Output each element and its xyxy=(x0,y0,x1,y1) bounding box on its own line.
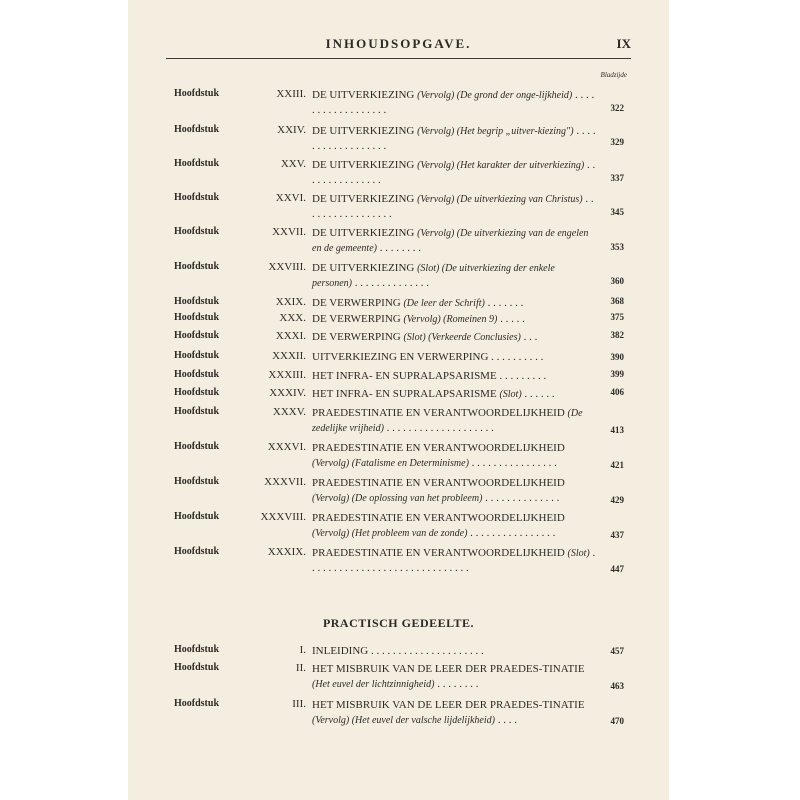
chapter-page-number: 421 xyxy=(610,460,624,470)
chapter-label: Hoofdstuk xyxy=(174,662,220,673)
chapter-number: XXXI. xyxy=(275,330,306,342)
chapter-label: Hoofdstuk xyxy=(174,261,220,272)
chapter-page-number: 437 xyxy=(610,530,624,540)
dot-leader: . . . . . . . . . . . . . . . . . . xyxy=(312,125,596,152)
chapter-title xyxy=(312,124,596,154)
chapter-label: Hoofdstuk xyxy=(174,350,220,361)
chapter-page-number: 470 xyxy=(610,716,624,726)
chapter-label: Hoofdstuk xyxy=(174,124,220,135)
chapter-label: Hoofdstuk xyxy=(174,192,220,203)
chapter-title xyxy=(312,88,596,118)
chapter-title xyxy=(312,441,596,471)
chapter-main-title: DE VERWERPING xyxy=(312,297,401,309)
chapter-main-title: DE UITVERKIEZING xyxy=(312,159,415,171)
chapter-title xyxy=(312,644,596,659)
dot-leader: . . . . . . . . xyxy=(376,242,421,254)
chapter-title xyxy=(312,192,596,222)
dot-leader: . . . . xyxy=(494,714,517,726)
chapter-title xyxy=(312,406,596,436)
chapter-page-number: 375 xyxy=(610,312,624,322)
chapter-main-title: PRAEDESTINATIE EN VERANTWOORDELIJKHEID xyxy=(312,407,565,419)
dot-leader: . . . . . . . . . . . . . . . . xyxy=(467,527,556,539)
chapter-label: Hoofdstuk xyxy=(174,158,220,169)
chapter-page-number: 457 xyxy=(610,646,624,656)
chapter-subtitle: (Slot) (De uitverkiezing der enkele personen) xyxy=(312,263,555,289)
chapter-main-title: DE VERWERPING xyxy=(312,331,401,343)
chapter-subtitle: (Vervolg) (De uitverkiezing van Christus) xyxy=(417,194,583,205)
chapter-main-title: DE UITVERKIEZING xyxy=(312,262,415,274)
chapter-label: Hoofdstuk xyxy=(174,296,220,307)
chapter-subtitle: (Vervolg) (De uitverkiezing van de engelen en de gemeente) xyxy=(312,228,589,254)
chapter-main-title: INLEIDING xyxy=(312,645,369,657)
chapter-label: Hoofdstuk xyxy=(174,369,220,380)
chapter-title xyxy=(312,387,596,402)
chapter-title xyxy=(312,350,596,365)
chapter-number: XXIX. xyxy=(275,296,306,308)
chapter-label: Hoofdstuk xyxy=(174,226,220,237)
chapter-page-number: 463 xyxy=(610,681,624,691)
chapter-number: XXIII. xyxy=(276,88,306,100)
chapter-number: I. xyxy=(299,644,306,656)
chapter-subtitle: (Slot) xyxy=(567,548,590,559)
chapter-main-title: HET MISBRUIK VAN DE LEER DER PRAEDES-TINATIE xyxy=(312,699,585,711)
chapter-main-title: PRAEDESTINATIE EN VERANTWOORDELIJKHEID xyxy=(312,477,565,489)
dot-leader: . . . . . . . . . . xyxy=(488,351,544,363)
chapter-page-number: 429 xyxy=(610,495,624,505)
chapter-number: III. xyxy=(292,698,306,710)
dot-leader: . . . xyxy=(520,331,538,343)
chapter-main-title: UITVERKIEZING EN VERWERPING xyxy=(312,351,489,363)
chapter-label: Hoofdstuk xyxy=(174,406,220,417)
page-number: IX xyxy=(616,36,631,51)
dot-leader: . . . . . . . . . . . . . . . xyxy=(312,159,596,186)
chapter-number: XXXIX. xyxy=(267,546,306,558)
chapter-number: XXX. xyxy=(279,312,306,324)
running-title: INHOUDSOPGAVE. xyxy=(325,36,472,51)
chapter-page-number: 382 xyxy=(610,330,624,340)
chapter-label: Hoofdstuk xyxy=(174,387,220,398)
chapter-subtitle: (Vervolg) (Het euvel der valsche lijdelijkheid) xyxy=(312,715,495,726)
dot-leader: . . . . . . . . . xyxy=(496,370,547,382)
chapter-number: XXXIV. xyxy=(269,387,306,399)
chapter-label: Hoofdstuk xyxy=(174,312,220,323)
chapter-title xyxy=(312,312,596,327)
chapter-page-number: 345 xyxy=(610,207,624,217)
chapter-label: Hoofdstuk xyxy=(174,88,220,99)
dot-leader: . . . . . . . . . . . . . . . . xyxy=(468,457,557,469)
dot-leader: . . . . . . . . . . . . . . xyxy=(352,277,429,289)
chapter-number: II. xyxy=(295,662,306,674)
chapter-number: XXVIII. xyxy=(268,261,306,273)
chapter-main-title: PRAEDESTINATIE EN VERANTWOORDELIJKHEID xyxy=(312,442,565,454)
chapter-number: XXXVII. xyxy=(264,476,306,488)
dot-leader: . . . . . . . . . . . . . . . . . xyxy=(312,193,594,220)
chapter-title xyxy=(312,476,596,506)
chapter-page-number: 368 xyxy=(610,296,624,306)
chapter-label: Hoofdstuk xyxy=(174,441,220,452)
chapter-subtitle: (Vervolg) (De grond der onge-lijkheid) xyxy=(417,90,573,101)
chapter-subtitle: (Vervolg) (De oplossing van het probleem) xyxy=(312,493,483,504)
chapter-main-title: DE UITVERKIEZING xyxy=(312,125,415,137)
dot-leader: . . . . . xyxy=(497,313,525,325)
chapter-subtitle: (Slot) xyxy=(499,389,522,400)
chapter-label: Hoofdstuk xyxy=(174,698,220,709)
chapter-number: XXIV. xyxy=(277,124,306,136)
chapter-title xyxy=(312,511,596,541)
dot-leader: . . . . . . . . . . . . . . . . . . . . . . . . . . . . . . xyxy=(312,547,596,574)
chapter-subtitle: (Vervolg) (Romeinen 9) xyxy=(403,314,498,325)
chapter-number: XXVI. xyxy=(275,192,306,204)
chapter-title xyxy=(312,296,596,311)
dot-leader: . . . . . . . . xyxy=(434,678,479,690)
chapter-main-title: PRAEDESTINATIE EN VERANTWOORDELIJKHEID xyxy=(312,547,565,559)
chapter-title xyxy=(312,698,596,728)
dot-leader: . . . . . . . xyxy=(484,297,524,309)
chapter-page-number: 390 xyxy=(610,352,624,362)
chapter-main-title: HET INFRA- EN SUPRALAPSARISME xyxy=(312,370,497,382)
chapter-number: XXV. xyxy=(280,158,306,170)
chapter-subtitle: (Het euvel der lichtzinnigheid) xyxy=(312,679,435,690)
chapter-page-number: 329 xyxy=(610,137,624,147)
page-column-heading: Bladzijde xyxy=(600,71,627,79)
chapter-subtitle: (Vervolg) (Het begrip „uitver-kiezing") xyxy=(417,126,574,137)
chapter-main-title: PRAEDESTINATIE EN VERANTWOORDELIJKHEID xyxy=(312,512,565,524)
chapter-page-number: 353 xyxy=(610,242,624,252)
chapter-subtitle: (Vervolg) (Fatalisme en Determinisme) xyxy=(312,458,469,469)
chapter-title xyxy=(312,330,596,345)
chapter-main-title: HET INFRA- EN SUPRALAPSARISME xyxy=(312,388,497,400)
chapter-label: Hoofdstuk xyxy=(174,330,220,341)
chapter-main-title: HET MISBRUIK VAN DE LEER DER PRAEDES-TINATIE xyxy=(312,663,585,675)
chapter-label: Hoofdstuk xyxy=(174,476,220,487)
dot-leader: . . . . . . . . . . . . . . . . . . . . . xyxy=(368,645,484,657)
chapter-number: XXXVIII. xyxy=(260,511,306,523)
chapter-number: XXXV. xyxy=(272,406,306,418)
dot-leader: . . . . . . xyxy=(521,388,555,400)
chapter-title xyxy=(312,261,596,291)
chapter-main-title: DE VERWERPING xyxy=(312,313,401,325)
chapter-page-number: 406 xyxy=(610,387,624,397)
chapter-subtitle: (De zedelijke vrijheid) xyxy=(312,408,583,434)
chapter-label: Hoofdstuk xyxy=(174,644,220,655)
chapter-page-number: 413 xyxy=(610,425,624,435)
chapter-title xyxy=(312,662,596,692)
chapter-title xyxy=(312,158,596,188)
chapter-subtitle: (Vervolg) (Het karakter der uitverkiezing) xyxy=(417,160,585,171)
chapter-label: Hoofdstuk xyxy=(174,546,220,557)
chapter-subtitle: (Slot) (Verkeerde Conclusies) xyxy=(403,332,521,343)
chapter-page-number: 447 xyxy=(610,564,624,574)
chapter-subtitle: (De leer der Schrift) xyxy=(403,298,485,309)
chapter-subtitle: (Vervolg) (Het probleem van de zonde) xyxy=(312,528,468,539)
chapter-number: XXVII. xyxy=(272,226,306,238)
book-page xyxy=(128,0,669,800)
chapter-main-title: DE UITVERKIEZING xyxy=(312,89,415,101)
chapter-page-number: 322 xyxy=(610,103,624,113)
table-of-contents xyxy=(128,0,669,800)
chapter-page-number: 337 xyxy=(610,173,624,183)
dot-leader: . . . . . . . . . . . . . . . . . . . . xyxy=(383,422,494,434)
chapter-main-title: DE UITVERKIEZING xyxy=(312,227,415,239)
dot-leader: . . . . . . . . . . . . . . xyxy=(482,492,560,504)
chapter-number: XXXVI. xyxy=(267,441,306,453)
chapter-title xyxy=(312,226,596,256)
chapter-title xyxy=(312,546,596,576)
section-title: PRACTISCH GEDEELTE. xyxy=(322,616,475,630)
chapter-main-title: DE UITVERKIEZING xyxy=(312,193,415,205)
chapter-page-number: 399 xyxy=(610,369,624,379)
chapter-number: XXXIII. xyxy=(268,369,306,381)
chapter-page-number: 360 xyxy=(610,276,624,286)
chapter-title xyxy=(312,369,596,384)
chapter-label: Hoofdstuk xyxy=(174,511,220,522)
chapter-number: XXXII. xyxy=(272,350,306,362)
dot-leader: . . . . . . . . . . . . . . . . . . xyxy=(312,89,595,116)
